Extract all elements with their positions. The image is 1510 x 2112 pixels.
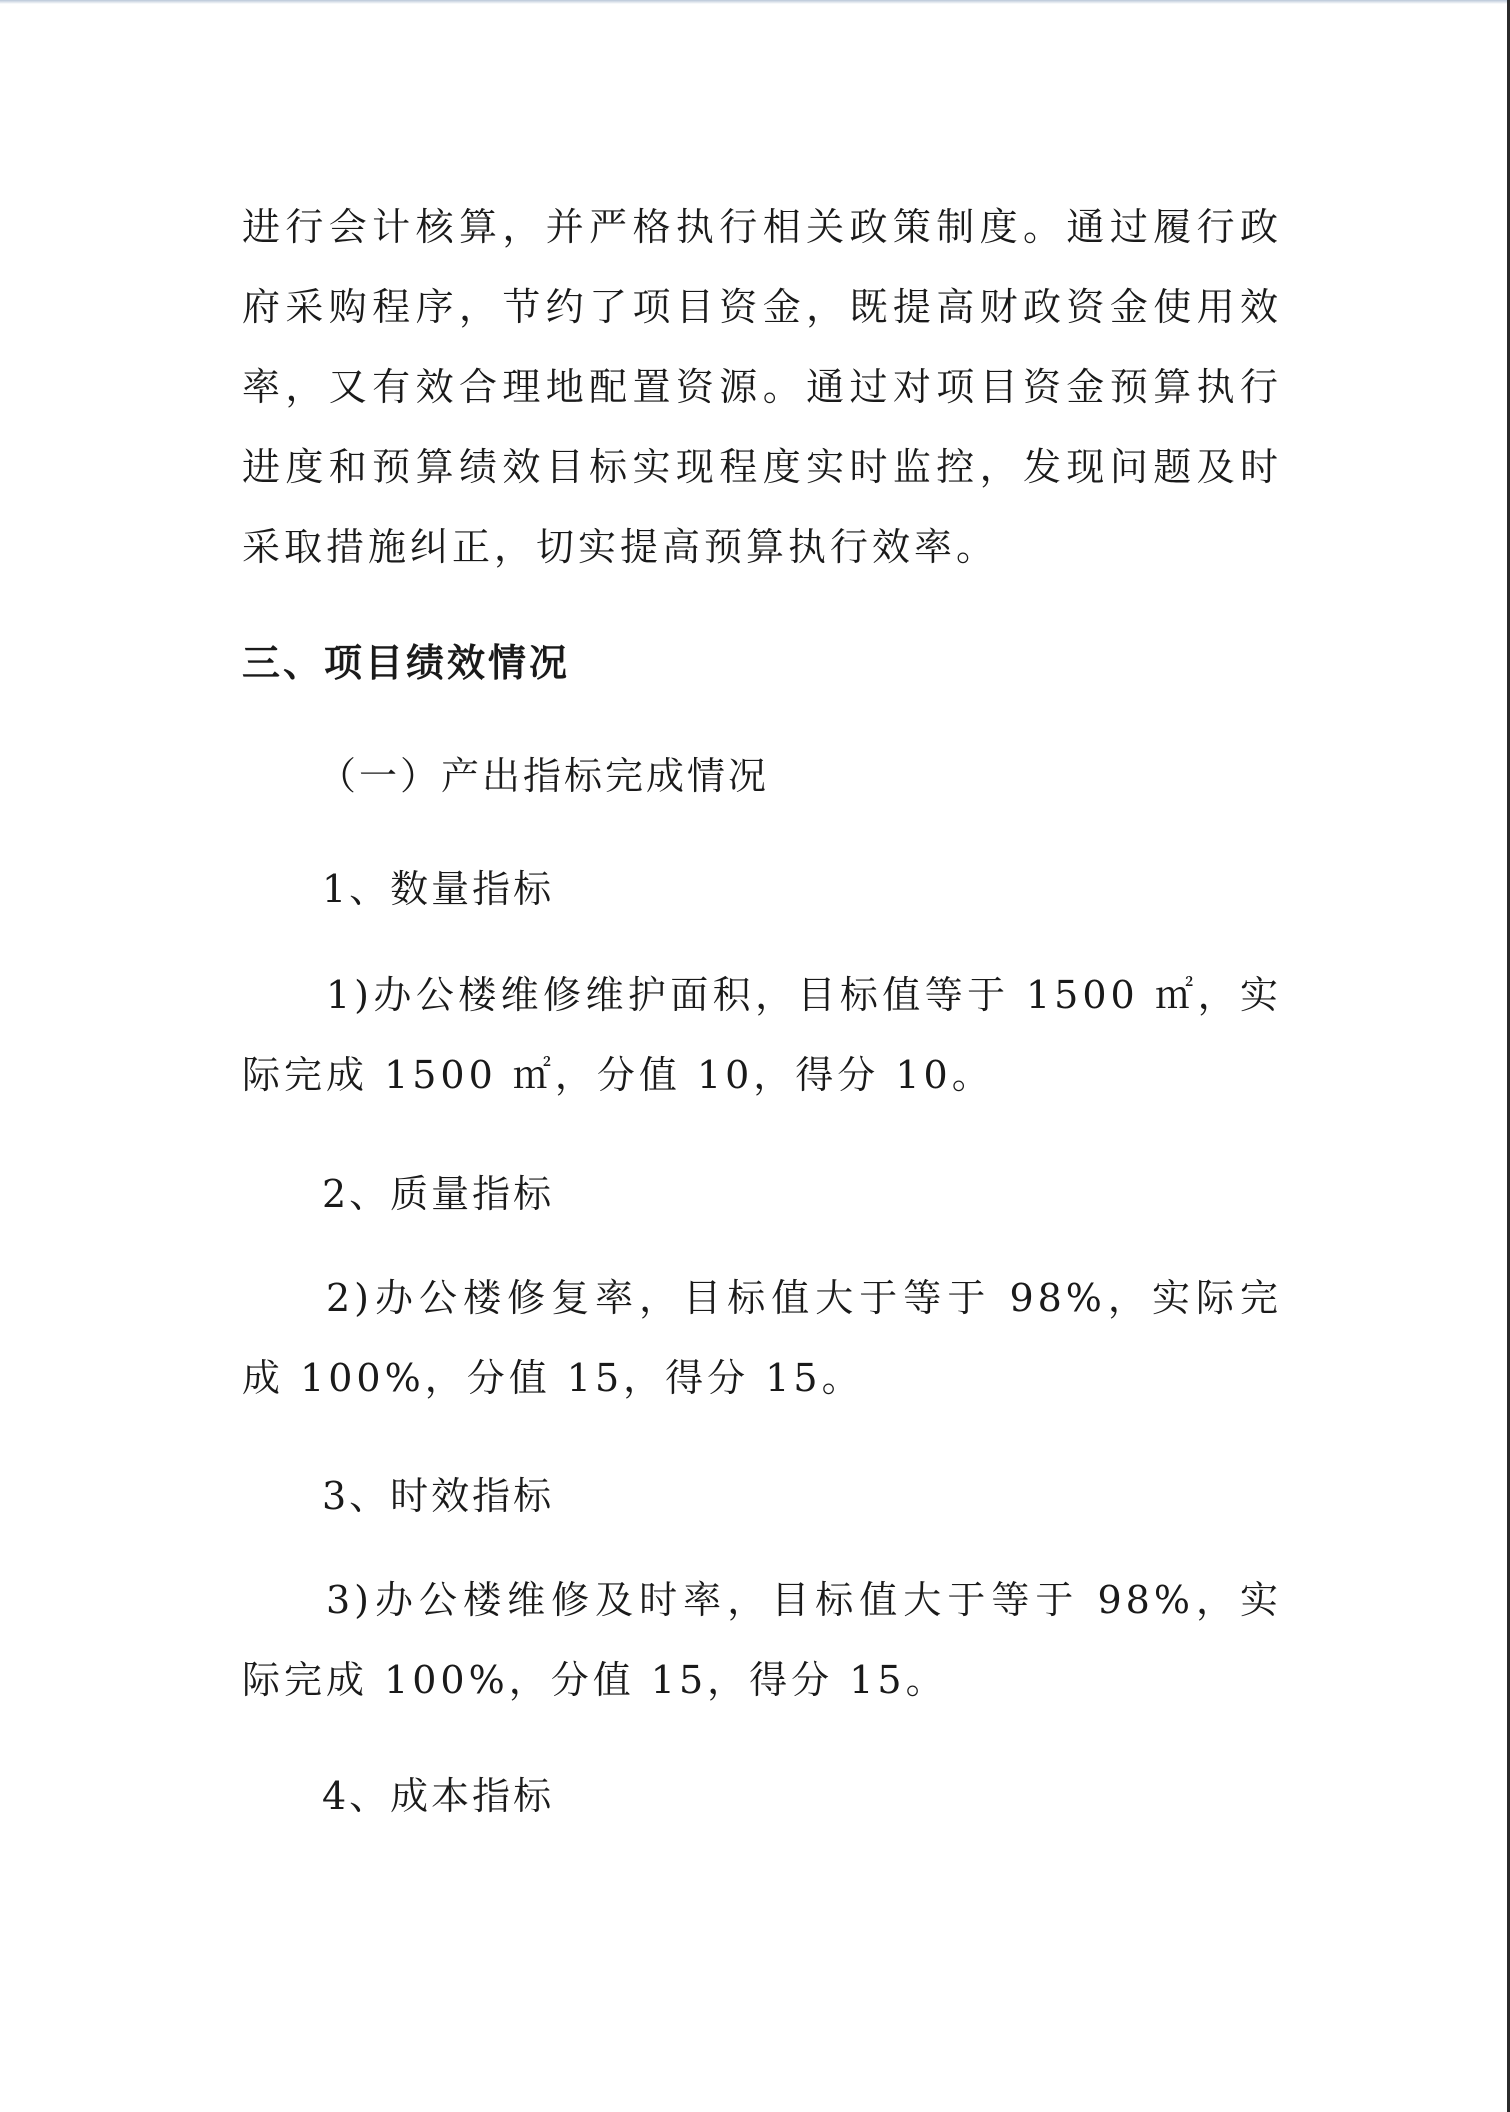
item-detail-timeliness: 3)办公楼维修及时率，目标值大于等于 98%，实际完成 100%，分值 15，得分 15。 — [242, 1578, 1282, 1702]
item-heading-quality: 2、质量指标 — [322, 1172, 555, 1216]
item-heading-quantity: 1、数量指标 — [322, 867, 555, 911]
item-heading-timeliness: 3、时效指标 — [322, 1474, 555, 1518]
scan-edge-top — [0, 0, 1510, 4]
item-detail-quantity: 1)办公楼维修维护面积，目标值等于 1500 ㎡，实际完成 1500 ㎡，分值 10，得分 10。 — [242, 973, 1282, 1097]
item-detail-quality: 2)办公楼修复率，目标值大于等于 98%，实际完成 100%，分值 15，得分 15。 — [242, 1276, 1282, 1400]
subsection-heading: （一）产出指标完成情况 — [318, 754, 770, 798]
intro-paragraph: 进行会计核算，并严格执行相关政策制度。通过履行政府采购程序，节约了项目资金，既提高财政资金使用效率，又有效合理地配置资源。通过对项目资金预算执行进度和预算绩效目标实现程度实时监控，发现问题及时采取措施纠正，切实提高预算执行效率。 — [242, 205, 1282, 569]
item-heading-cost: 4、成本指标 — [322, 1774, 555, 1818]
section-heading: 三、项目绩效情况 — [242, 641, 571, 685]
